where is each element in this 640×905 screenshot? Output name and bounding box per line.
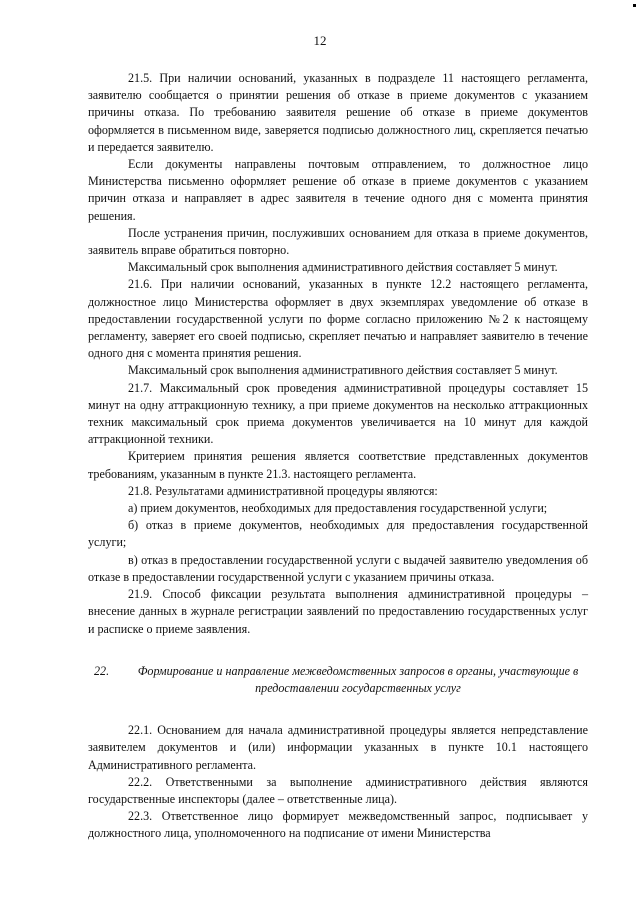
page-number: 12	[313, 33, 327, 48]
list-item-b: б) отказ в приеме документов, необходимых для предоставления государственной услуги;	[88, 518, 588, 550]
paragraph-21-6: 21.6. При наличии оснований, указанных в пункте 12.2 настоящего регламента, должностное лицо Министерства оформляет в двух экземплярах уведомление об отказе в предоставлении государственной услуги по форме согласно приложению №2 к настоящему регламенту, заверяет его своей подписью, скрепляет печатью и направляет заявителю в течение одного дня с момента принятия решения.	[88, 277, 588, 361]
list-item-a: а) прием документов, необходимых для предоставления государственной услуги;	[128, 501, 548, 516]
paragraph-22-1: 22.1. Основанием для начала административной процедуры является непредставление заявителем документов и (или) информации указанных в пункте 10.1 настоящего Административного регламента.	[88, 723, 588, 772]
paragraph-22-3: 22.3. Ответственное лицо формирует межведомственный запрос, подписывает у должностного лица, уполномоченного на подписание от имени Министерства	[88, 809, 588, 841]
paragraph-resubmit: После устранения причин, послуживших основанием для отказа в приеме документов, заявитель вправе обратиться повторно.	[88, 225, 588, 258]
paragraph-21-9: 21.9. Способ фиксации результата выполнения административной процедуры – внесение данных в журнале регистрации заявлений по предоставлению государственных услуг и расписке о приеме заявления.	[88, 587, 588, 636]
paragraph-max-time-2: Максимальный срок выполнения административного действия составляет 5 минут.	[128, 363, 558, 378]
document-body	[88, 70, 588, 843]
paragraph-21-8: 21.8. Результатами административной процедуры являются:	[128, 483, 438, 498]
paragraph-21-5: 21.5. При наличии оснований, указанных в подразделе 11 настоящего регламента, заявителю сообщается о принятии решения об отказе в приеме документов с указанием причины отказа. По требованию заявителя решение об отказе в приеме документов оформляется в письменном виде, заверяется подписью должностного лиц, скрепляется печатью и передается заявителю.	[88, 71, 588, 154]
paragraph-postal: Если документы направлены почтовым отправлением, то должностное лицо Министерства письменно оформляет решение об отказе в приеме документов с указанием причин отказа и направляет в адрес заявителя в течение одного дня с момента принятия решения.	[88, 157, 588, 223]
scan-corner-mark	[633, 4, 636, 7]
section-heading	[88, 663, 588, 697]
section-title-text: Формирование и направление межведомственных запросов в органы, участвующие в предоставлении государственных услуг	[137, 663, 579, 695]
paragraph-21-7: 21.7. Максимальный срок проведения административной процедуры составляет 15 минут на одну аттракционную технику, а при приеме документов на несколько аттракционных техник максимальный срок приема документов увеличивается на 10 минут для каждой аттракционной техники.	[88, 380, 588, 447]
paragraph-22-2: 22.2. Ответственными за выполнение административного действия являются государственные инспекторы (далее – ответственные лица).	[88, 774, 588, 806]
paragraph-max-time-1: Максимальный срок выполнения административного действия составляет 5 минут.	[128, 260, 558, 275]
list-item-v: в) отказ в предоставлении государственной услуги с выдачей заявителю уведомления об отказе в предоставлении государственной услуги с указанием причины отказа.	[88, 552, 588, 584]
paragraph-criterion: Критерием принятия решения является соответствие представленных документов требованиям, указанным в пункте 21.3. настоящего регламента.	[88, 449, 588, 481]
section-number: 22.	[94, 663, 110, 678]
